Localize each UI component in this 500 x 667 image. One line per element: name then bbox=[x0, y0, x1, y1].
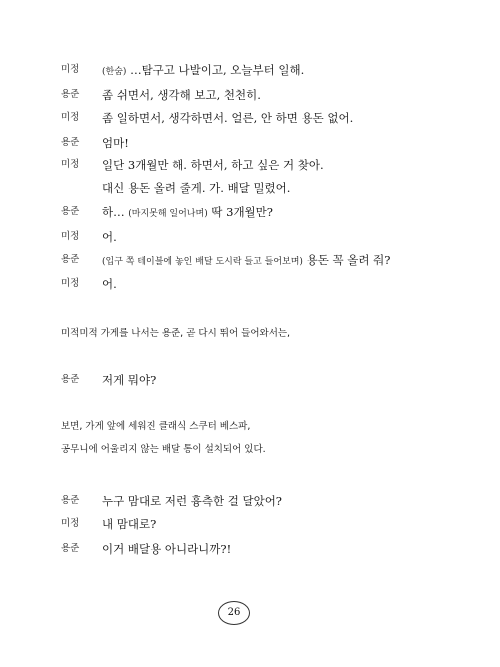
speaker-name: 미정 bbox=[61, 159, 80, 170]
dialogue-text: 누구 맘대로 저런 흉측한 걸 달았어? bbox=[102, 494, 282, 508]
speaker-name: 미정 bbox=[61, 231, 80, 242]
dialogue-line bbox=[0, 514, 500, 536]
dialogue-line bbox=[0, 155, 500, 177]
dialogue-line bbox=[0, 60, 500, 82]
line-text: …탐구고 나발이고, 오늘부터 일해. bbox=[126, 63, 305, 77]
dialogue-text: 어. bbox=[102, 230, 117, 244]
dialogue-text bbox=[102, 250, 390, 272]
speaker-name: 용준 bbox=[61, 206, 80, 217]
action-line: 미적미적 가게를 나서는 용준, 곧 다시 뛰어 들어와서는, bbox=[61, 328, 291, 339]
speaker-name: 용준 bbox=[61, 495, 80, 506]
speaker-name: 용준 bbox=[61, 543, 80, 554]
speaker-name: 미정 bbox=[61, 518, 80, 529]
dialogue-text: 어. bbox=[102, 277, 117, 291]
dialogue-text bbox=[102, 60, 304, 82]
speaker-name: 용준 bbox=[61, 89, 80, 100]
speaker-name: 용준 bbox=[61, 137, 80, 148]
dialogue-line bbox=[0, 274, 500, 296]
dialogue-text: 좀 쉬면서, 생각해 보고, 천천히. bbox=[102, 88, 261, 102]
action-line: 보면, 가게 앞에 세워진 클래식 스쿠터 베스파, bbox=[61, 421, 251, 432]
stage-direction: (입구 쪽 테이블에 놓인 배달 도시락 들고 들어보며) bbox=[102, 257, 303, 267]
speaker-name: 미정 bbox=[61, 64, 80, 75]
dialogue-line bbox=[0, 491, 500, 513]
stage-direction: (마지못해 일어나며) bbox=[128, 209, 208, 219]
speaker-name: 용준 bbox=[61, 374, 80, 385]
line-text: 용돈 꼭 올려 줘? bbox=[302, 253, 391, 267]
page-number: 26 bbox=[218, 601, 250, 625]
dialogue-line bbox=[0, 250, 500, 272]
dialogue-text: 저게 뭐야? bbox=[102, 373, 157, 387]
dialogue-text: 내 맘대로? bbox=[102, 517, 157, 531]
dialogue-line bbox=[0, 133, 500, 155]
dialogue-line bbox=[0, 85, 500, 107]
dialogue-text: 좀 일하면서, 생각하면서. 얼른, 안 하면 용돈 없어. bbox=[102, 111, 354, 125]
dialogue-line bbox=[0, 108, 500, 130]
dialogue-line bbox=[0, 370, 500, 392]
dialogue-text: 대신 용돈 올려 줄게. 가. 배달 밀렸어. bbox=[102, 181, 291, 195]
dialogue-text: 이거 배달용 아니라니까?! bbox=[102, 542, 232, 556]
speaker-name: 용준 bbox=[61, 254, 80, 265]
line-text-lead: 하… bbox=[102, 205, 129, 219]
dialogue-text: 엄마! bbox=[102, 136, 129, 150]
dialogue-continuation bbox=[0, 178, 500, 200]
stage-direction: (한숨) bbox=[102, 67, 127, 77]
dialogue-line bbox=[0, 227, 500, 249]
dialogue-text bbox=[102, 202, 273, 224]
speaker-name: 미정 bbox=[61, 278, 80, 289]
dialogue-line bbox=[0, 202, 500, 224]
dialogue-text: 일단 3개월만 해. 하면서, 하고 싶은 거 찾아. bbox=[102, 158, 324, 172]
line-text: 딱 3개월만? bbox=[207, 205, 273, 219]
speaker-name: 미정 bbox=[61, 112, 80, 123]
action-line: 공무니에 어울리지 않는 배달 통이 설치되어 있다. bbox=[61, 444, 266, 455]
dialogue-line bbox=[0, 539, 500, 561]
